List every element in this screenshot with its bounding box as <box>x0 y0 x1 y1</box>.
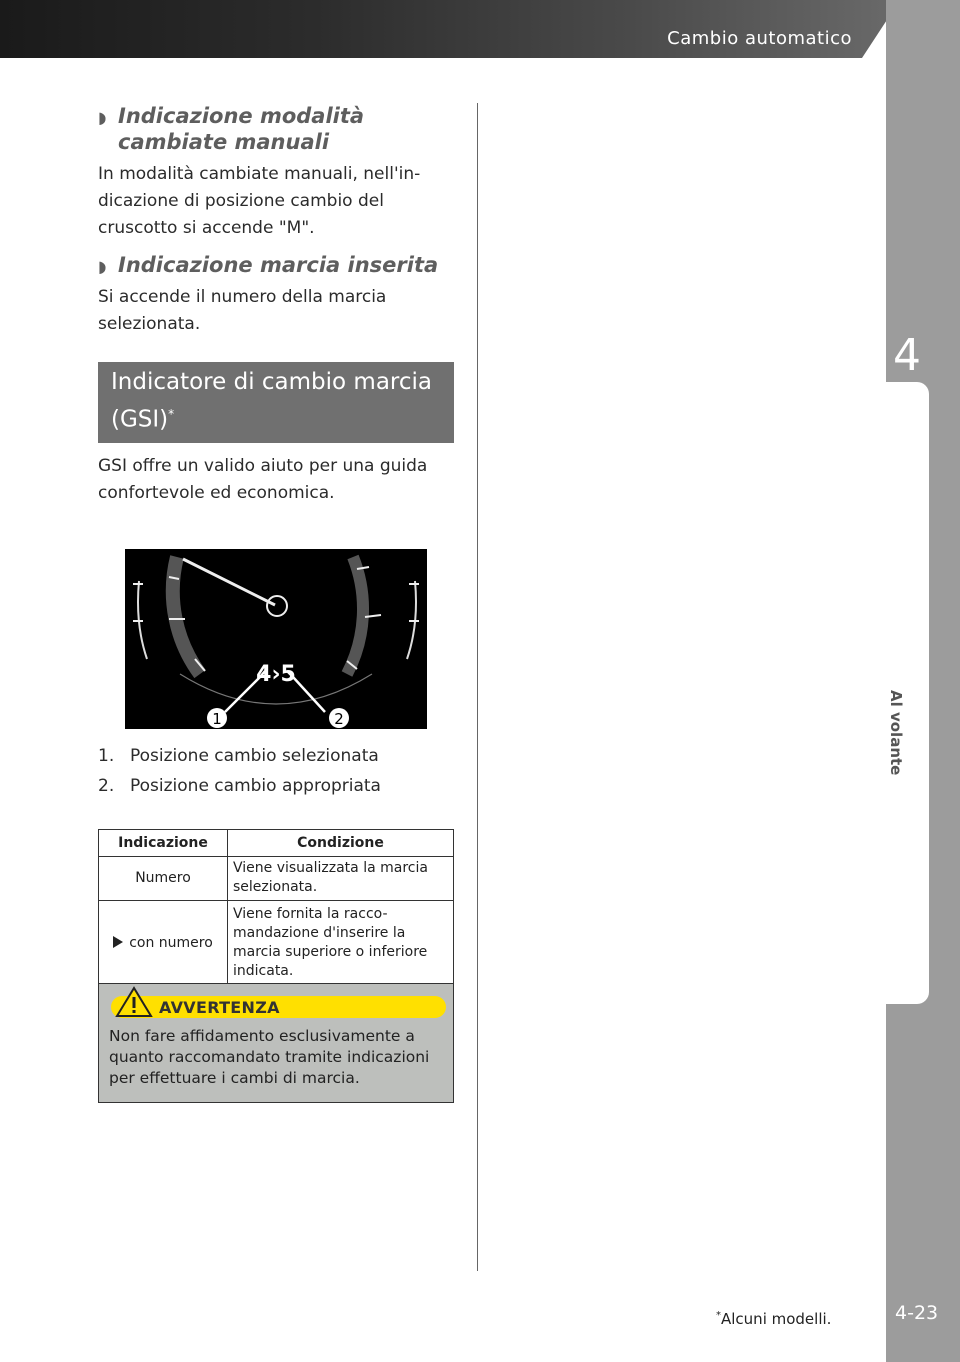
table-cell-indication-text: con numero <box>129 934 213 951</box>
gsi-gauge-figure <box>125 549 427 729</box>
warning-box <box>98 983 454 1103</box>
manual-mode-text: In modalità cambiate manuali, nell'in-dicazione di posizione cambio del cruscotto si accende "M". <box>98 164 421 238</box>
table-cell-condition: Viene visualizzata la marcia selezionata. <box>228 856 454 900</box>
indication-table <box>98 829 454 986</box>
list-item <box>98 771 454 801</box>
warning-triangle-icon <box>115 986 153 1018</box>
chapter-number: 4 <box>893 330 921 381</box>
chapter-label: Al volante <box>887 690 905 776</box>
footnote-mark: * <box>716 1310 721 1321</box>
footnote <box>716 1310 831 1328</box>
triangle-arrow-icon <box>113 936 123 948</box>
warning-text: Non fare affidamento esclusivamente a quanto raccomandato tramite indicazioni per effettuare i cambi di marcia. <box>109 1027 430 1087</box>
list-item-text: Posizione cambio appropriata <box>130 775 381 796</box>
table-header-condizione: Condizione <box>228 829 454 856</box>
column-divider <box>477 103 478 1271</box>
warning-title: AVVERTENZA <box>159 998 280 1017</box>
gsi-text: GSI offre un valido aiuto per una guida confortevole ed economica. <box>98 455 428 503</box>
table-cell-condition: Viene fornita la racco-mandazione d'inserire la marcia superiore o inferiore indicata. <box>228 900 454 985</box>
section-bullet-icon: ◗ <box>98 108 107 127</box>
table-row <box>99 856 454 900</box>
gsi-section-title <box>98 362 454 443</box>
gear-readout: 4›5 <box>256 661 296 687</box>
table-row <box>99 900 454 985</box>
gear-title: Indicazione marcia inserita <box>118 253 439 277</box>
callout-1-label: 1 <box>212 709 222 728</box>
callout-2-label: 2 <box>334 709 344 728</box>
table-cell-indication <box>99 900 228 985</box>
gear-heading <box>98 252 454 278</box>
callout-list <box>98 741 454 801</box>
table-cell-indication: Numero <box>99 856 228 900</box>
table-header-row <box>99 829 454 856</box>
list-item-number: 1. <box>98 745 115 766</box>
list-item-text: Posizione cambio selezionata <box>130 745 379 766</box>
manual-mode-heading <box>98 103 454 155</box>
gsi-title: Indicatore di cambio marcia (GSI) <box>111 369 432 433</box>
footnote-text: Alcuni modelli. <box>721 1310 832 1328</box>
header-title: Cambio automatico <box>667 28 852 49</box>
section-bullet-icon: ◗ <box>98 257 107 276</box>
page-number: 4-23 <box>895 1302 939 1324</box>
table-header-indicazione: Indicazione <box>99 829 228 856</box>
gear-text: Si accende il numero della marcia selezionata. <box>98 287 387 334</box>
gsi-title-mark: * <box>168 407 175 421</box>
main-column <box>98 103 454 986</box>
list-item-number: 2. <box>98 775 115 796</box>
list-item <box>98 741 454 771</box>
manual-mode-title: Indicazione modalità cambiate manuali <box>118 104 365 154</box>
